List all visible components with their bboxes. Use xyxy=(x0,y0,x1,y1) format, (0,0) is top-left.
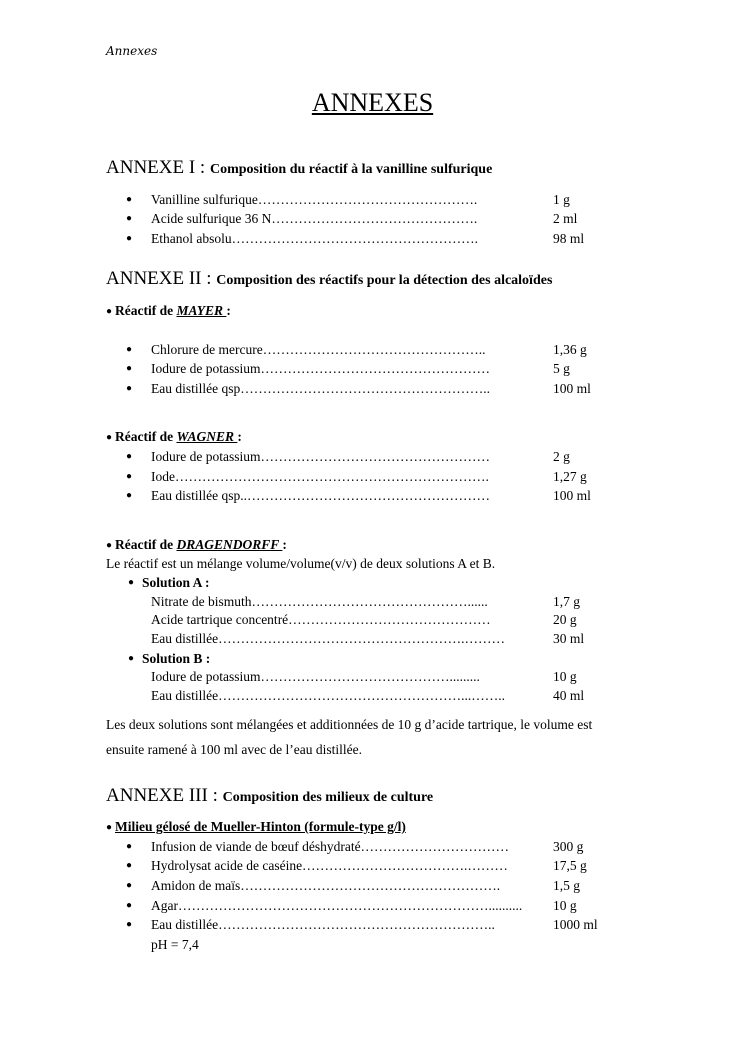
running-header: Annexes xyxy=(106,44,158,58)
annex-1-subheading: Composition du réactif à la vanilline sulfurique xyxy=(209,162,493,177)
list-item-label: Iodure de potassium…………………………………………… xyxy=(151,449,490,464)
annex-2-subheading: Composition des réactifs pour la détection des alcaloïdes xyxy=(216,273,553,288)
dragendorff-note-line-2: ensuite ramené à 100 ml avec de l’eau distillée. xyxy=(106,742,363,757)
reagent-prefix: Réactif de xyxy=(115,429,177,444)
bullet-icon: ● xyxy=(106,540,113,551)
list-item-value: 10 g xyxy=(553,669,577,684)
list-item-value: 5 g xyxy=(553,361,570,376)
medium-title: Milieu gélosé de Mueller-Hinton (formule-type g/l) xyxy=(115,819,406,834)
list-item-value: 300 g xyxy=(553,839,584,854)
bullet-icon: ● xyxy=(106,822,113,833)
list-item-label: Acide sulfurique 36 N………………………………………. xyxy=(151,211,478,226)
list-item-label: Chlorure de mercure………………………………………….. xyxy=(151,342,486,357)
bullet-icon: ● xyxy=(126,451,133,462)
reagent-suffix: : xyxy=(226,303,231,318)
reagent-prefix: Réactif de xyxy=(115,303,177,318)
page-title xyxy=(0,88,745,118)
bullet-icon: ● xyxy=(106,432,113,443)
list-item-label: Agar…………………………………………………………….......... xyxy=(151,898,523,913)
bullet-icon: ● xyxy=(128,653,135,664)
solution-a-label: Solution A : xyxy=(142,575,210,590)
list-item-label: Eau distillée qsp……………………………………………….. xyxy=(151,381,490,396)
bullet-icon: ● xyxy=(126,344,133,355)
reagent-suffix: : xyxy=(282,537,287,552)
annex-1-heading xyxy=(106,157,492,179)
list-item-label: Acide tartrique concentré……………………………………… xyxy=(151,612,491,627)
bullet-icon: ● xyxy=(128,577,135,588)
list-item-label: Iodure de potassium…………………………………………… xyxy=(151,361,490,376)
dragendorff-heading xyxy=(115,537,287,553)
list-item-value: 100 ml xyxy=(553,381,591,396)
annex-1-label: ANNEXE I : xyxy=(106,157,210,178)
list-item-value: 20 g xyxy=(553,612,577,627)
list-item-label: Nitrate de bismuth…………………………………………...... xyxy=(151,594,488,609)
bullet-icon: ● xyxy=(126,383,133,394)
list-item-value: 1000 ml xyxy=(553,917,598,932)
dragendorff-intro: Le réactif est un mélange volume/volume(v/v) de deux solutions A et B. xyxy=(106,556,496,571)
list-item-value: 2 g xyxy=(553,449,570,464)
list-item-label: Eau distillée qsp..……………………………………………… xyxy=(151,488,490,503)
list-item-label: Vanilline sulfurique…………………………………………. xyxy=(151,192,478,207)
annex-2-heading xyxy=(106,268,552,290)
reagent-name: WAGNER xyxy=(176,429,238,444)
list-item-value: 2 ml xyxy=(553,211,578,226)
annex-2-label: ANNEXE II : xyxy=(106,268,217,289)
annex-3-label: ANNEXE III : xyxy=(106,785,223,806)
list-item-value: 30 ml xyxy=(553,631,585,646)
bullet-icon: ● xyxy=(126,490,133,501)
solution-b-label: Solution B : xyxy=(142,651,211,666)
reagent-name: DRAGENDORFF xyxy=(176,537,283,552)
wagner-heading xyxy=(115,429,242,445)
list-item-label: Hydrolysat acide de caséine……………………………….……… xyxy=(151,858,508,873)
list-item-value: 17,5 g xyxy=(553,858,587,873)
bullet-icon: ● xyxy=(126,860,133,871)
bullet-icon: ● xyxy=(126,213,133,224)
bullet-icon: ● xyxy=(126,471,133,482)
list-item-label: Iodure de potassium……………………………………......... xyxy=(151,669,480,684)
list-item-label: Eau distillée……………………………………………….……… xyxy=(151,631,505,646)
reagent-prefix: Réactif de xyxy=(115,537,177,552)
bullet-icon: ● xyxy=(126,233,133,244)
bullet-icon: ● xyxy=(126,880,133,891)
reagent-name: MAYER xyxy=(176,303,227,318)
list-item-value: 1,7 g xyxy=(553,594,580,609)
list-item-label: Infusion de viande de bœuf déshydraté…………………………… xyxy=(151,839,510,854)
bullet-icon: ● xyxy=(126,194,133,205)
list-item-value: 10 g xyxy=(553,898,577,913)
annex-3-subheading: Composition des milieux de culture xyxy=(222,790,434,805)
page-title-text: ANNEXES xyxy=(311,88,434,117)
reagent-suffix: : xyxy=(237,429,242,444)
list-item-label: Amidon de maïs…………………………………………………. xyxy=(151,878,501,893)
list-item-value: 98 ml xyxy=(553,231,585,246)
bullet-icon: ● xyxy=(126,841,133,852)
list-item-label: Ethanol absolu………………………………………………. xyxy=(151,231,478,246)
list-item-value: 1,36 g xyxy=(553,342,587,357)
ph-value: pH = 7,4 xyxy=(151,937,199,952)
list-item-value: 1,5 g xyxy=(553,878,580,893)
list-item-value: 100 ml xyxy=(553,488,591,503)
mayer-heading xyxy=(115,303,231,319)
dragendorff-note-line-1: Les deux solutions sont mélangées et additionnées de 10 g d’acide tartrique, le volume est xyxy=(106,717,593,732)
bullet-icon: ● xyxy=(126,919,133,930)
list-item-value: 40 ml xyxy=(553,688,585,703)
list-item-label: Eau distillée………………………………………………...…….. xyxy=(151,688,505,703)
bullet-icon: ● xyxy=(126,363,133,374)
list-item-label: Eau distillée…………………………………………………….. xyxy=(151,917,495,932)
list-item-value: 1,27 g xyxy=(553,469,587,484)
list-item-value: 1 g xyxy=(553,192,570,207)
bullet-icon: ● xyxy=(106,306,113,317)
bullet-icon: ● xyxy=(126,900,133,911)
annex-3-heading xyxy=(106,785,433,807)
list-item-label: Iode……………………………………………………………. xyxy=(151,469,489,484)
